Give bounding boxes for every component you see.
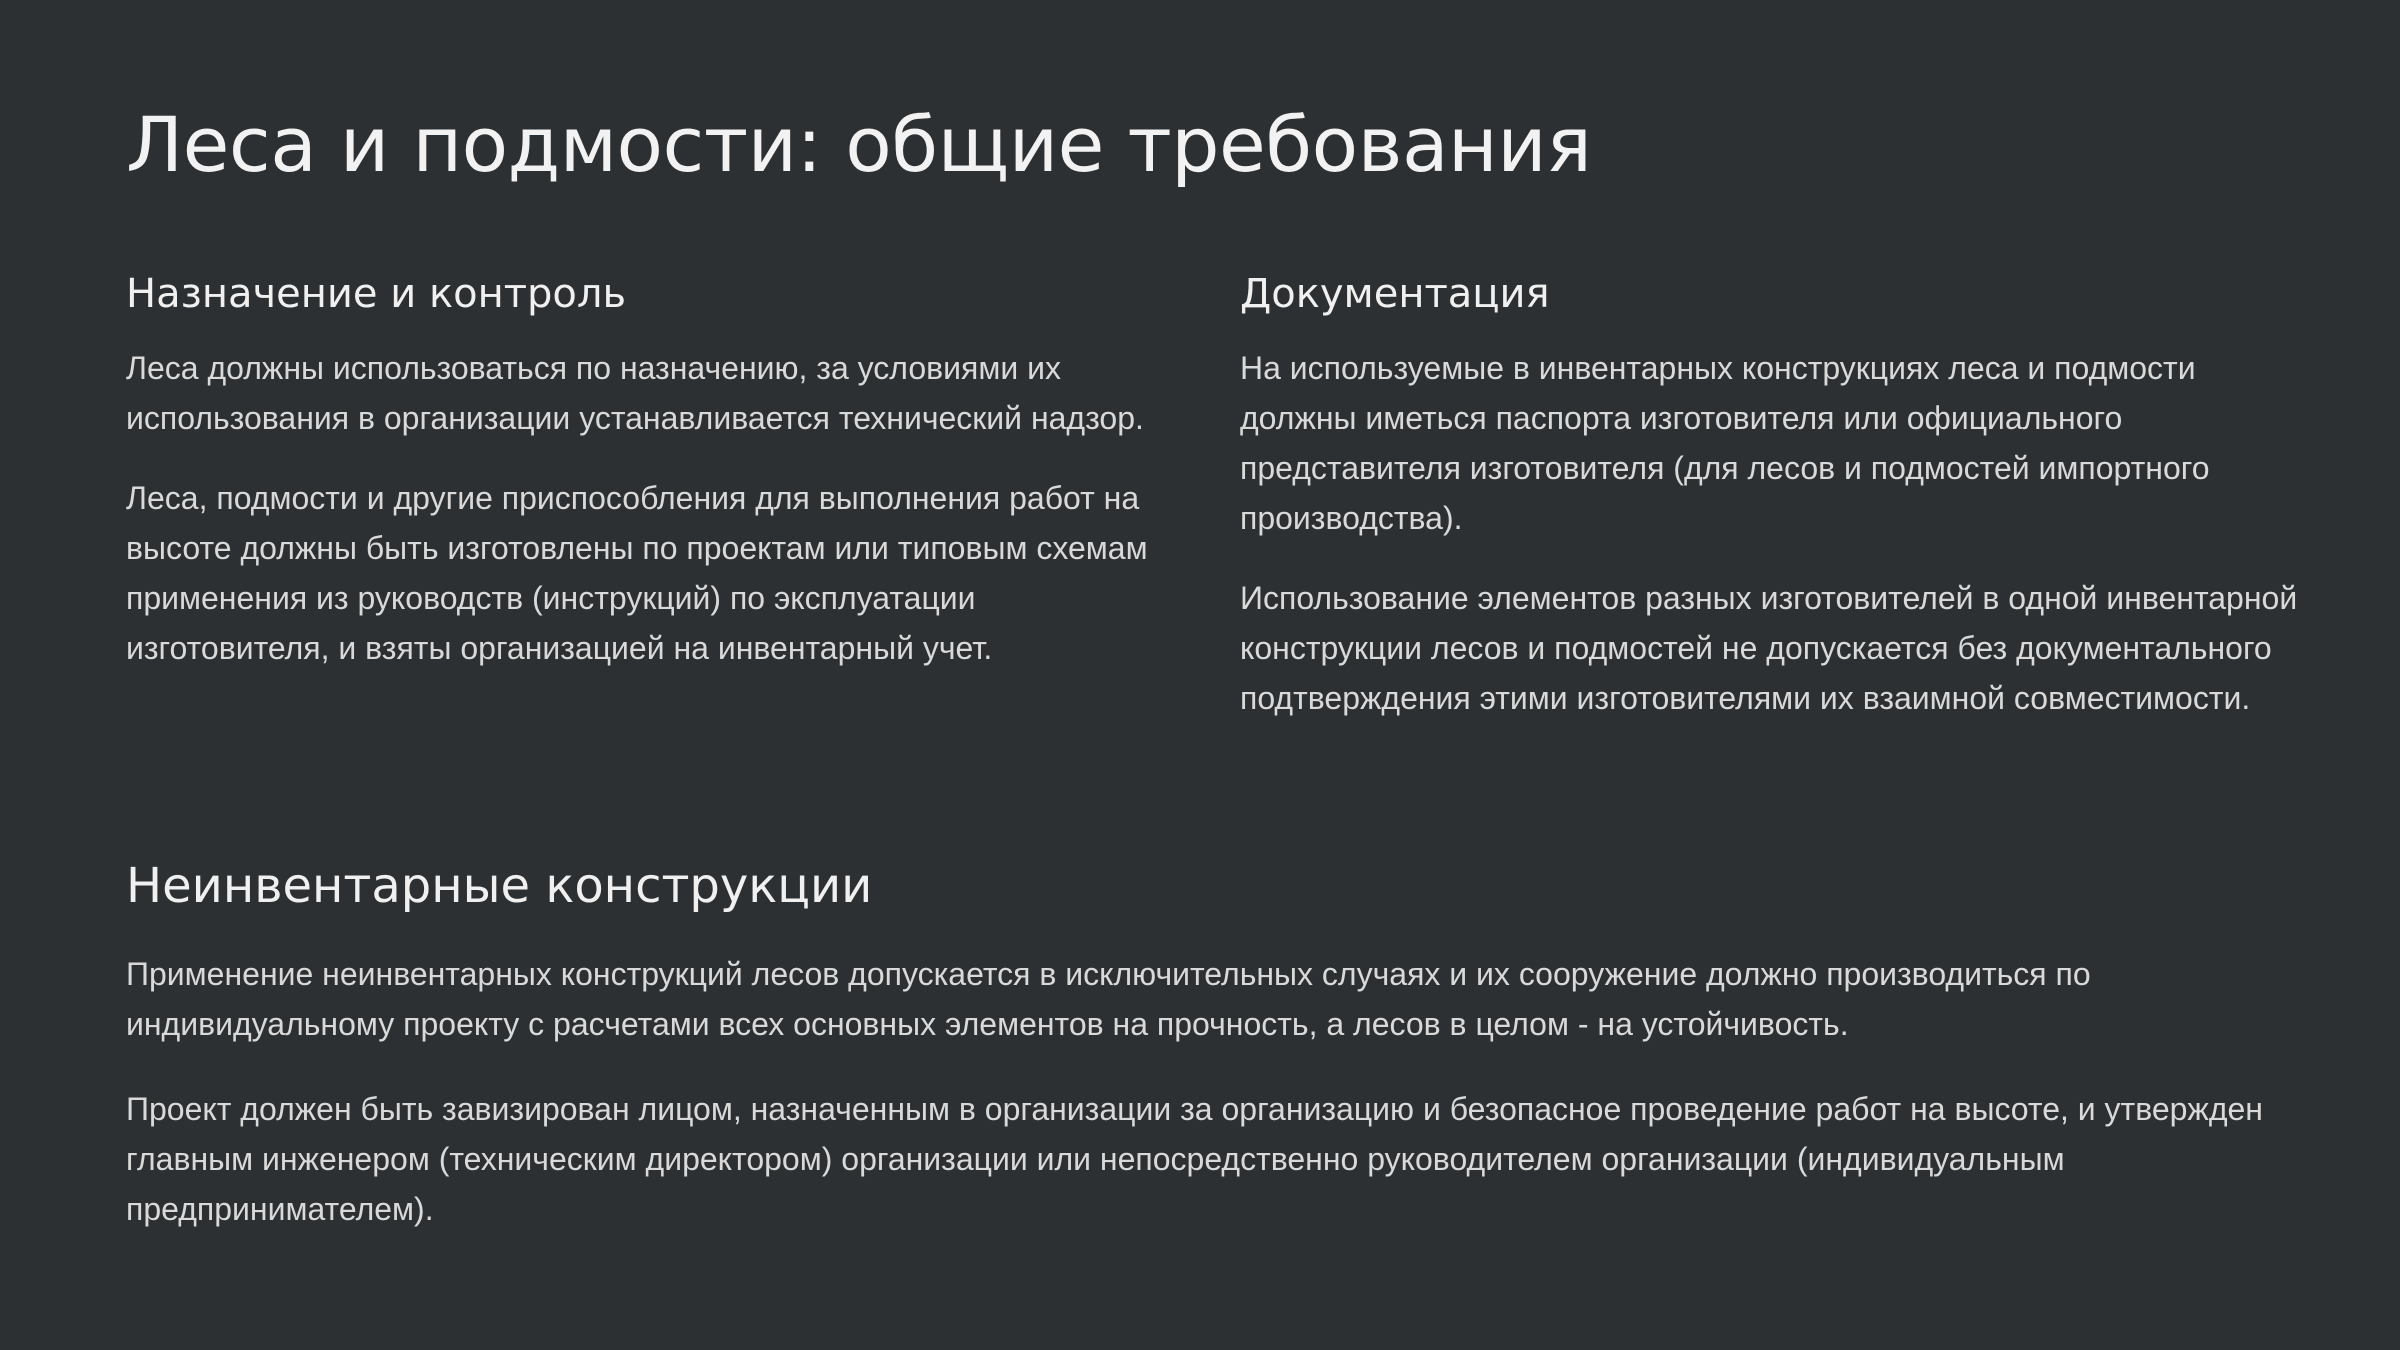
non-inventory-usage-paragraph: Применение неинвентарных конструкций лесов допускается в исключительных случаях и их сооружение должно производиться по индивидуальному проекту с расчетами всех основных элементов на прочность, а лесов в целом - на устойчивость. <box>126 956 2091 1042</box>
project-approval-paragraph: Проект должен быть завизирован лицом, назначенным в организации за организацию и безопасное проведение работ на высоте, и утвержден главным инженером (техническим директором) организации или непосредственно руководителем организации (индивидуальным предпринимателем). <box>126 1091 2263 1227</box>
slide <box>126 0 2298 1350</box>
purpose-control-section <box>126 262 1186 673</box>
non-inventory-section <box>126 850 2306 1234</box>
manufacturing-paragraph: Леса, подмости и другие приспособления для выполнения работ на высоте должны быть изготовлены по проектам или типовым схемам применения из руководств (инструкций) по эксплуатации изготовителя, и взяты организацией на инвентарный учет. <box>126 480 1148 666</box>
documentation-section <box>1240 262 2310 723</box>
compatibility-paragraph: Использование элементов разных изготовителей в одной инвентарной конструкции лесов и подмостей не допускается без документального подтверждения этими изготовителями их взаимной совместимости. <box>1240 580 2298 716</box>
passport-paragraph: На используемые в инвентарных конструкциях леса и подмости должны иметься паспорта изготовителя или официального представителя изготовителя (для лесов и подмостей импортного производства). <box>1240 350 2210 536</box>
non-inventory-heading: Неинвентарные конструкции <box>126 858 873 914</box>
documentation-heading: Документация <box>1240 271 1550 317</box>
slide-title: Леса и подмости: общие требования <box>126 100 1592 189</box>
purpose-control-heading: Назначение и контроль <box>126 271 627 317</box>
purpose-paragraph: Леса должны использоваться по назначению, за условиями их использования в организации устанавливается технический надзор. <box>126 350 1144 436</box>
